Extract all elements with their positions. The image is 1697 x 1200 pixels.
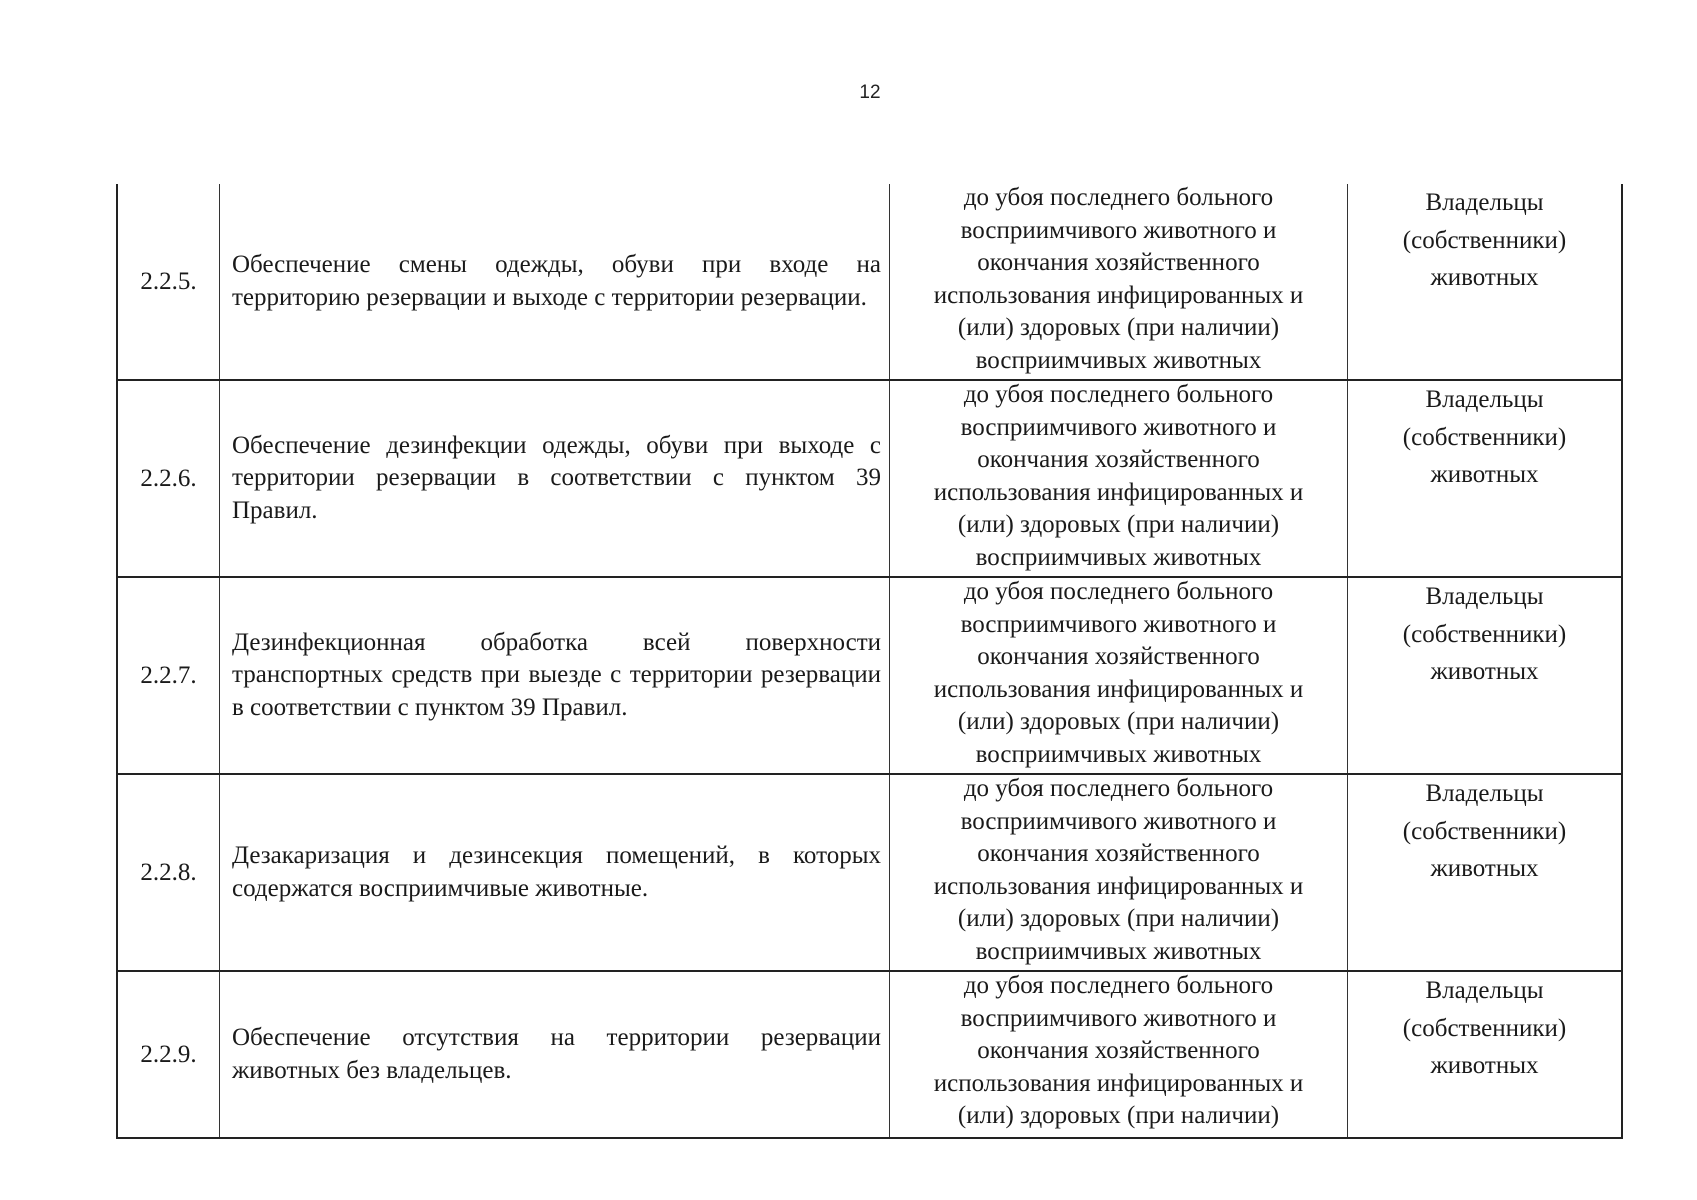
deadline-cell — [889, 381, 1347, 576]
item-number: 2.2.6. — [140, 464, 197, 492]
deadline-line: использования инфицированных и — [933, 1069, 1304, 1097]
deadline-line: восприимчивых животных — [975, 937, 1262, 965]
deadline-line: использования инфицированных и — [933, 478, 1304, 506]
measure-description-text: Обеспечение смены одежды, обуви при входе на территорию резервации и выходе с территории резервации. — [232, 251, 881, 311]
measure-description — [219, 775, 889, 970]
deadline-line: окончания хозяйственного — [977, 840, 1260, 867]
deadline-line: окончания хозяйственного — [977, 643, 1260, 670]
measure-description-text: Обеспечение отсутствия на территории резервации животных без владельцев. — [232, 1024, 881, 1084]
responsible-line: Владельцы — [1425, 780, 1544, 807]
responsible-cell — [1347, 775, 1621, 970]
responsible-line: Владельцы — [1425, 189, 1544, 216]
deadline-line: использования инфицированных и — [933, 872, 1304, 900]
item-number: 2.2.5. — [140, 267, 197, 295]
responsible-cell — [1347, 578, 1621, 773]
deadline-line: до убоя последнего больного — [963, 775, 1274, 802]
responsible-line: животных — [1430, 855, 1539, 882]
deadline-line: окончания хозяйственного — [977, 249, 1260, 276]
responsible-line: (собственники) — [1402, 817, 1567, 845]
responsible-line: Владельцы — [1425, 583, 1544, 610]
responsible-line: (собственники) — [1402, 423, 1567, 451]
item-number: 2.2.9. — [140, 1040, 197, 1068]
responsible-line: животных — [1430, 1052, 1539, 1079]
deadline-line: восприимчивых животных — [975, 346, 1262, 374]
table-row — [118, 578, 1621, 775]
deadline-line: окончания хозяйственного — [977, 446, 1260, 473]
table-row — [118, 381, 1621, 578]
deadline-line: окончания хозяйственного — [977, 1037, 1260, 1064]
table-row — [118, 775, 1621, 972]
deadline-cell — [889, 775, 1347, 970]
responsible-line: (собственники) — [1402, 1014, 1567, 1042]
responsible-cell — [1347, 381, 1621, 576]
deadline-line: до убоя последнего больного — [963, 578, 1274, 605]
responsible-line: животных — [1430, 658, 1539, 685]
table-row — [118, 972, 1621, 1139]
measure-description — [219, 578, 889, 773]
deadline-line: использования инфицированных и — [933, 675, 1304, 703]
deadline-line: (или) здоровых (при наличии) — [957, 905, 1280, 932]
deadline-line: (или) здоровых (при наличии) — [957, 511, 1280, 538]
deadline-line: (или) здоровых (при наличии) — [957, 314, 1280, 341]
responsible-line: Владельцы — [1425, 386, 1544, 413]
deadline-line: (или) здоровых (при наличии) — [957, 1102, 1280, 1129]
measure-description — [219, 184, 889, 379]
deadline-line: восприимчивого животного и — [960, 1004, 1277, 1032]
responsible-line: (собственники) — [1402, 226, 1567, 254]
deadline-line: восприимчивого животного и — [960, 216, 1277, 244]
deadline-line: восприимчивых животных — [975, 543, 1262, 571]
deadline-line: до убоя последнего больного — [963, 972, 1274, 999]
deadline-line: использования инфицированных и — [933, 281, 1304, 309]
deadline-line: до убоя последнего больного — [963, 184, 1274, 211]
responsible-line: животных — [1430, 264, 1539, 291]
deadline-line: восприимчивого животного и — [960, 807, 1277, 835]
deadline-line: восприимчивых животных — [975, 740, 1262, 768]
deadline-cell — [889, 972, 1347, 1137]
deadline-cell — [889, 184, 1347, 379]
responsible-cell — [1347, 184, 1621, 379]
table-row — [118, 184, 1621, 381]
deadline-line: (или) здоровых (при наличии) — [957, 708, 1280, 735]
measure-description — [219, 381, 889, 576]
responsible-line: (собственники) — [1402, 620, 1567, 648]
item-number: 2.2.7. — [140, 661, 197, 689]
responsible-cell — [1347, 972, 1621, 1137]
measure-description-text: Дезакаризация и дезинсекция помещений, в которых содержатся восприимчивые животные. — [232, 842, 881, 902]
measure-description-text: Дезинфекционная обработка всей поверхности транспортных средств при выезде с территории резервации в соответствии с пунктом 39 Правил. — [232, 628, 881, 721]
deadline-line: до убоя последнего больного — [963, 381, 1274, 408]
responsible-line: животных — [1430, 461, 1539, 488]
measures-table — [116, 184, 1623, 1139]
measure-description-text: Обеспечение дезинфекции одежды, обуви при выходе с территории резервации в соответствии с пунктом 39 Правил. — [232, 431, 881, 524]
deadline-cell — [889, 578, 1347, 773]
page-number: 12 — [859, 82, 881, 103]
deadline-line: восприимчивого животного и — [960, 610, 1277, 638]
measure-description — [219, 972, 889, 1137]
item-number: 2.2.8. — [140, 858, 197, 886]
deadline-line: восприимчивого животного и — [960, 413, 1277, 441]
responsible-line: Владельцы — [1425, 977, 1544, 1004]
